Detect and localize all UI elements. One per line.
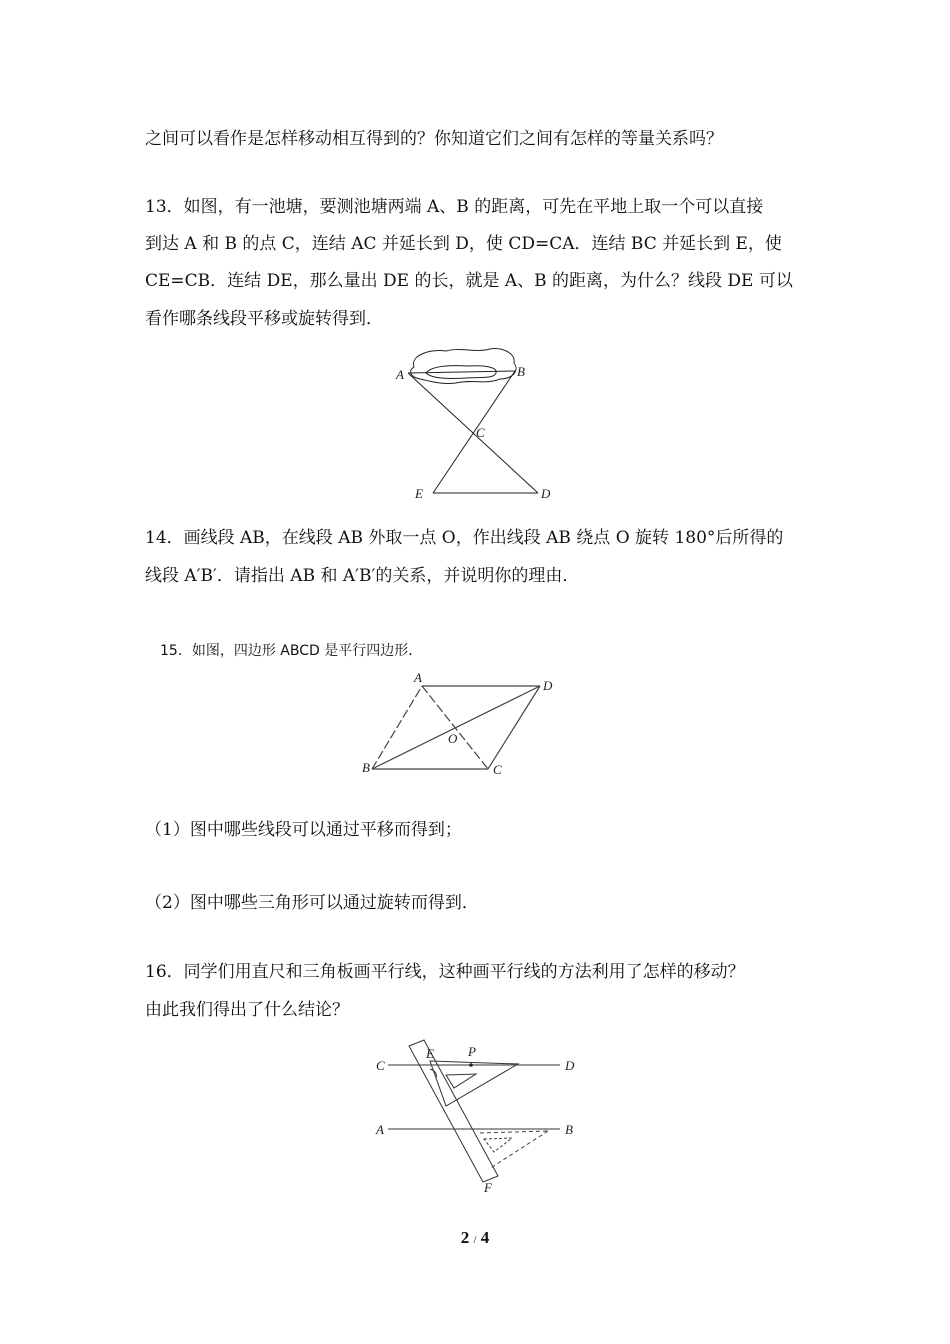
triangle-board: [430, 1061, 518, 1106]
page-current: 2: [460, 1228, 470, 1247]
q15-heading: 15．如图，四边形 ABCD 是平行四边形．: [160, 643, 423, 659]
label-c: C: [493, 762, 502, 777]
q13-line-2: 到达 A 和 B 的点 C，连结 AC 并延长到 D，使 CD=CA．连结 BC 并延长到 E，使: [145, 234, 782, 254]
q13-pond-figure: [390, 345, 560, 510]
label-c: C: [476, 425, 485, 440]
ruler: [409, 1040, 498, 1182]
q14-line-1: 14．画线段 AB，在线段 AB 外取一点 O，作出线段 AB 绕点 O 旋转 180°后所得的: [145, 528, 784, 548]
q14-line-2: 线段 A′B′．请指出 AB 和 A′B′的关系，并说明你的理由．: [145, 566, 580, 586]
label-d: D: [543, 678, 553, 693]
q16-line-1: 16．同学们用直尺和三角板画平行线，这种画平行线的方法利用了怎样的移动？: [145, 962, 745, 982]
label-d: D: [541, 486, 551, 501]
label-d: D: [565, 1058, 575, 1073]
triangle-moved-hyp: [489, 1131, 548, 1169]
label-a: A: [376, 1122, 384, 1137]
q16-line-2: 由此我们得出了什么结论？: [145, 1000, 349, 1020]
label-o: O: [448, 731, 458, 746]
q16-ruler-figure: [368, 1040, 588, 1200]
page-separator: /: [473, 1234, 477, 1246]
label-b: B: [517, 364, 525, 379]
label-a: A: [396, 367, 404, 382]
q15-sub-1: （1）图中哪些线段可以通过平移而得到；: [145, 820, 462, 840]
label-p: P: [468, 1044, 476, 1059]
q13-line-1: 13．如图，有一池塘，要测池塘两端 A、B 的距离，可先在平地上取一个可以直接: [145, 197, 764, 217]
q13-line-3: CE=CB．连结 DE，那么量出 DE 的长，就是 A、B 的距离，为什么？线段 DE 可以: [145, 271, 793, 291]
q13-line-4: 看作哪条线段平移或旋转得到．: [145, 309, 383, 329]
q12-text-end: 之间可以看作是怎样移动相互得到的？你知道它们之间有怎样的等量关系吗？: [145, 129, 723, 149]
label-a: A: [414, 670, 422, 685]
label-e: E: [426, 1046, 434, 1061]
point-p: [469, 1063, 473, 1067]
triangle-moved-inner: [484, 1138, 512, 1152]
triangle-moved-top: [480, 1131, 548, 1133]
label-c: C: [376, 1058, 385, 1073]
label-f: F: [484, 1180, 492, 1195]
q15-sub-2: （2）图中哪些三角形可以通过旋转而得到．: [145, 893, 479, 913]
triangle-board-inner: [446, 1074, 476, 1088]
page-total: 4: [480, 1228, 490, 1247]
label-b: B: [565, 1122, 573, 1137]
label-b: B: [362, 760, 370, 775]
segment-ab: [408, 371, 515, 373]
label-e: E: [415, 486, 423, 501]
q15-parallelogram-figure: [360, 668, 570, 780]
page-number: [0, 1228, 950, 1248]
segment-be: [433, 371, 515, 493]
